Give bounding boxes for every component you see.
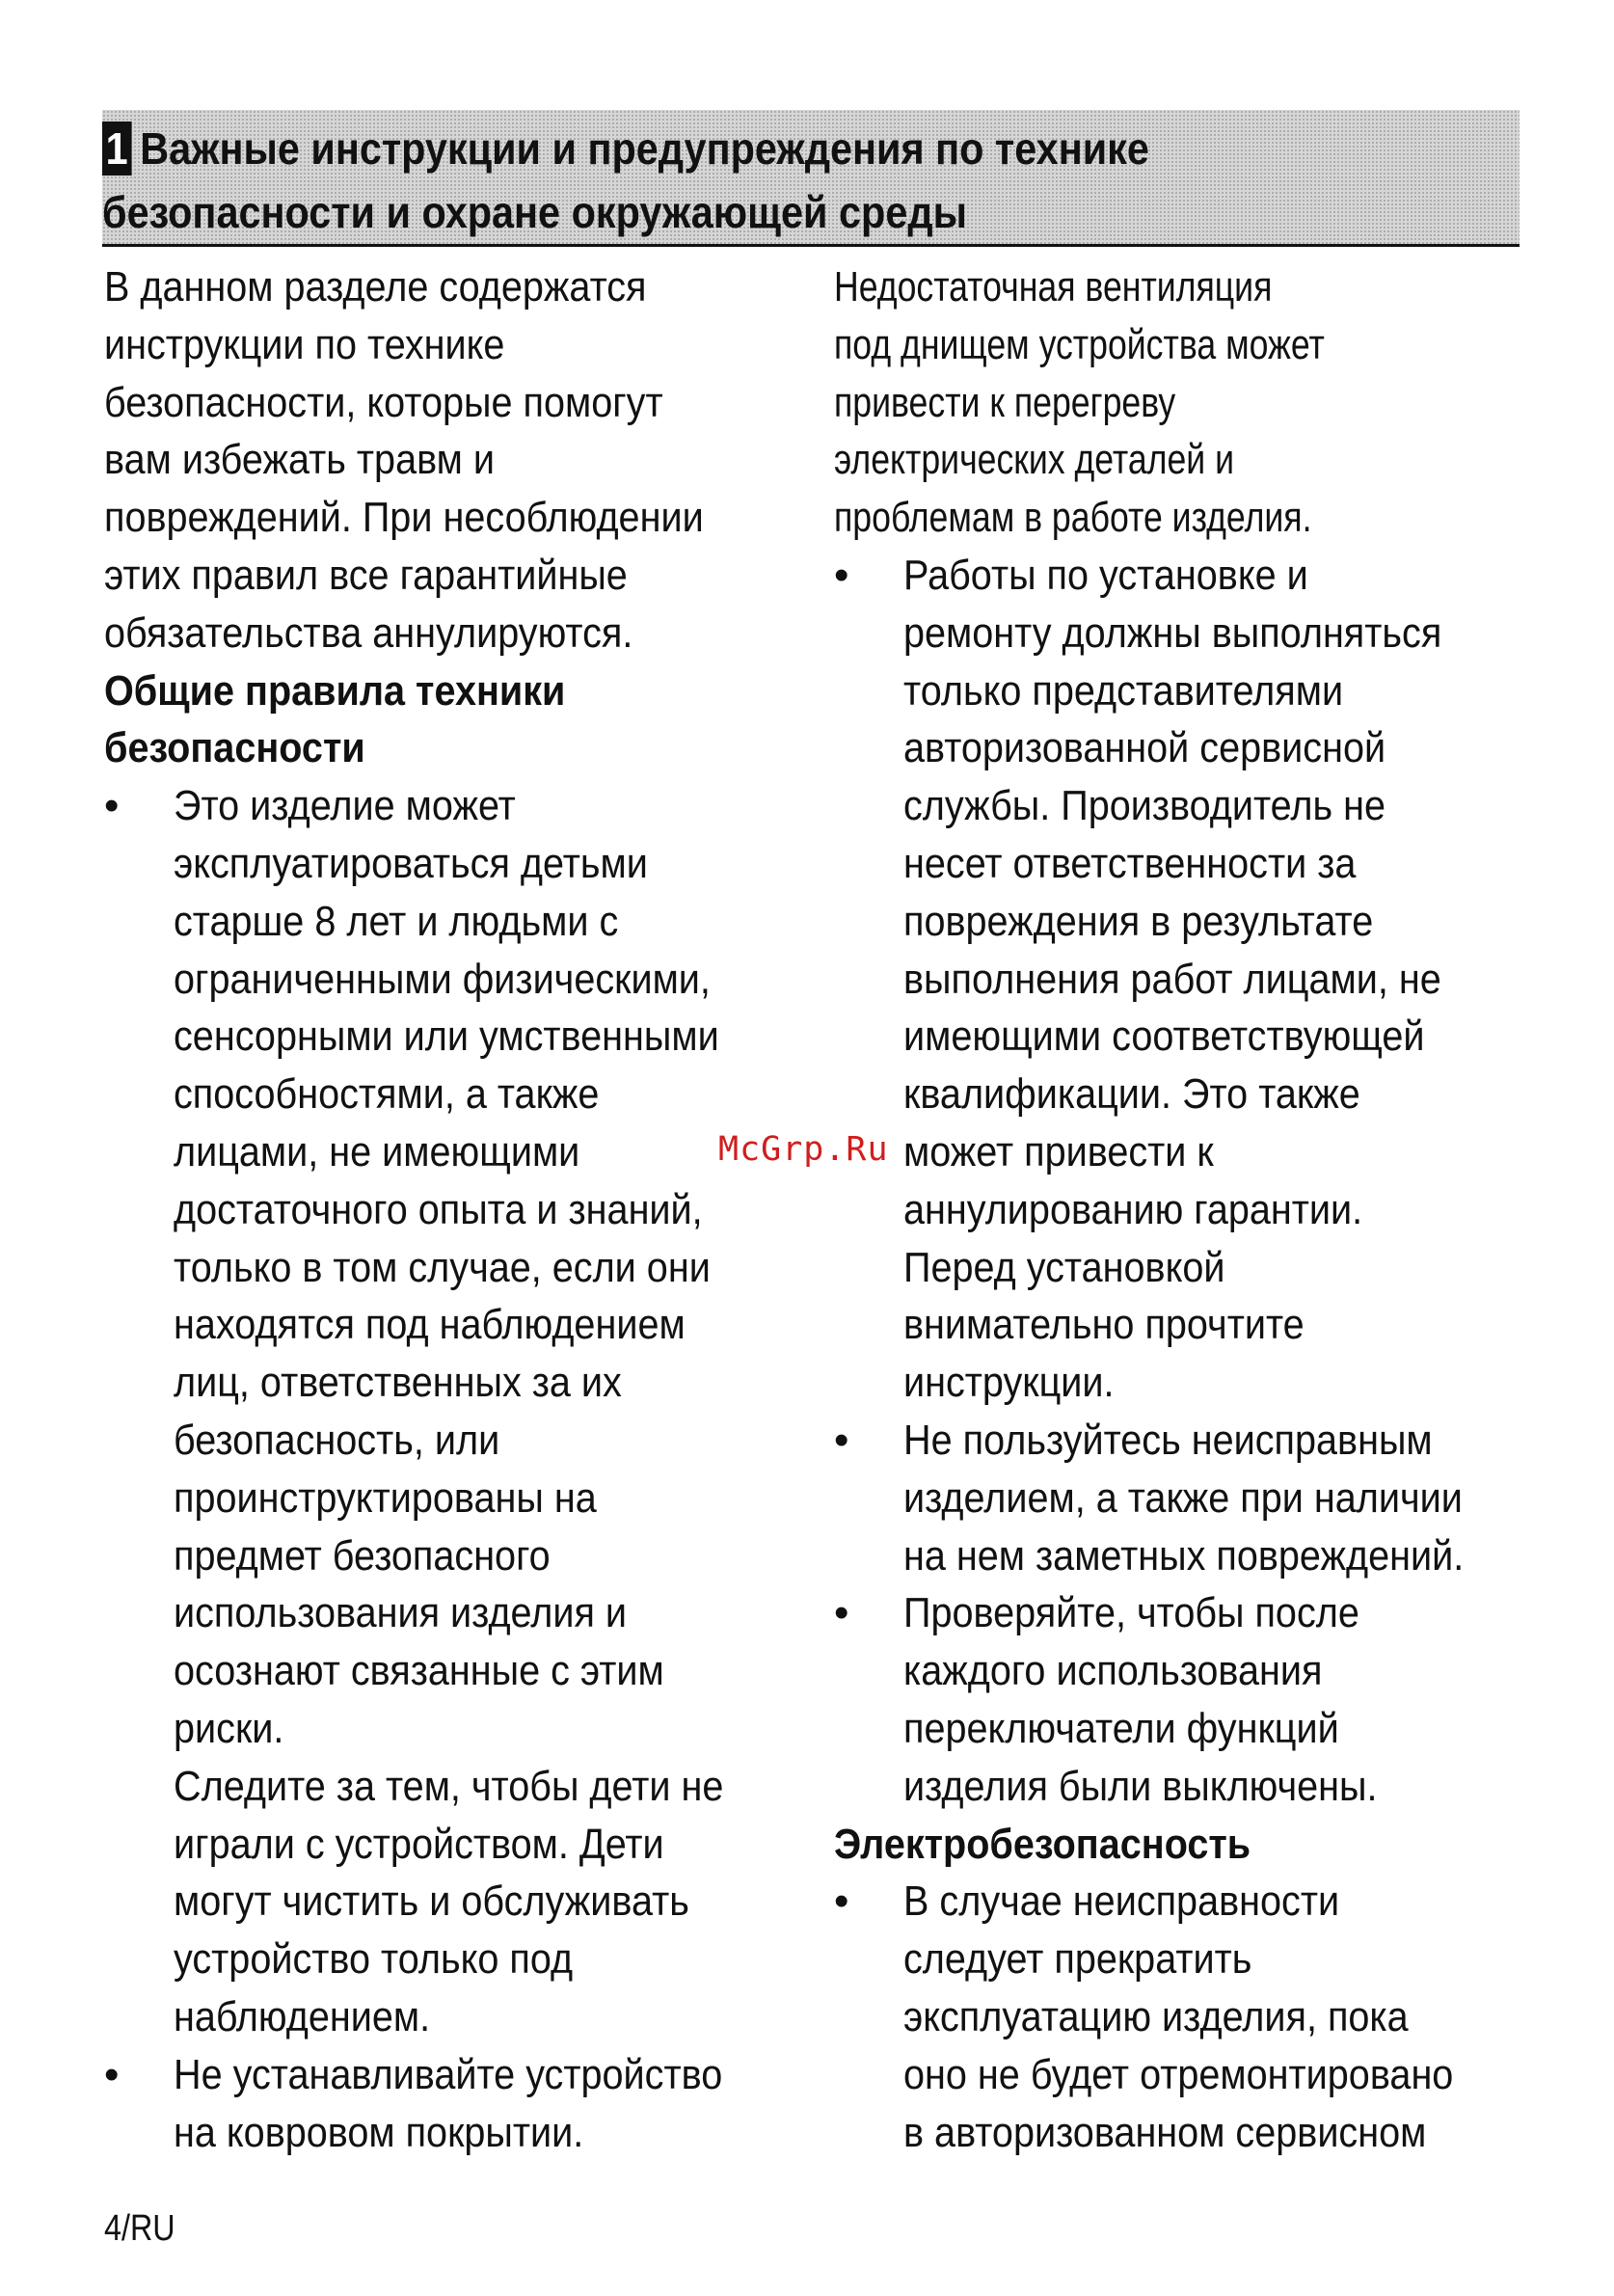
list-item-text: В случае неисправности следует прекратить эксплуатацию изделия, пока оно не будет отремонтировано в авторизованном сервисном [903, 1877, 1454, 2156]
list-item-text: Не пользуйтесь неисправным изделием, а также при наличии на нем заметных повреждений. [903, 1416, 1465, 1580]
list-item [834, 1412, 1528, 1584]
list-item [104, 2046, 798, 2162]
list-item-text: Не устанавливайте устройство на ковровом покрытии. [174, 2050, 723, 2156]
list-item-text: Работы по установке и ремонту должны выполняться только представителями авторизованной сервисной службы. Производитель не несет ответственности за повреждения в результате выполнения работ лицами, не имеющими соответствующей квалификации. Это также может привести к аннулированию гарантии. [903, 551, 1442, 1233]
bullet-icon: • [104, 782, 120, 830]
page-number: 4/RU [104, 2208, 175, 2249]
continued-paragraph [834, 258, 1459, 547]
right-column [834, 258, 1528, 2161]
list-item-text: Это изделие может эксплуатироваться детьми старше 8 лет и людьми с ограниченными физическими, сенсорными или умственными способностями, а также лицами, не имеющими достаточного опыта и знаний, только в том случае, если они находятся под наблюдением лиц, ответственных за их безопасность, или проинструктированы на предмет безопасного использования изделия и осознают связанные с этим риски. [174, 782, 719, 1752]
bullet-icon: • [834, 551, 849, 599]
section-title-line-2: безопасности и охране окружающей среды [102, 187, 967, 237]
list-item [104, 777, 798, 2046]
watermark: McGrp.Ru [718, 1130, 889, 1169]
list-item-continuation: Следите за тем, чтобы дети не играли с устройством. Дети могут чистить и обслуживать устройство только под наблюдением. [174, 1762, 724, 2040]
section-title-line-1 [102, 120, 1149, 177]
bullet-icon: • [104, 2050, 120, 2098]
left-column [104, 258, 798, 2161]
section-title-text-1: Важные инструкции и предупреждения по технике [140, 123, 1149, 174]
chapter-number: 1 [102, 122, 131, 176]
electrical-safety-heading: Электробезопасность [834, 1820, 1251, 1868]
electrical-safety-list [834, 1873, 1528, 2161]
installation-list [834, 547, 1528, 1816]
bullet-icon: • [834, 1877, 849, 1926]
bullet-icon: • [834, 1589, 849, 1637]
list-item-continuation: Перед установкой внимательно прочтите инструкции. [903, 1243, 1305, 1407]
intro-paragraph: В данном разделе содержатся инструкции по технике безопасности, которые помогут вам избежать травм и повреждений. При несоблюдении этих правил все гарантийные обязательства аннулируются. [104, 263, 704, 657]
section-header [102, 110, 1520, 247]
list-item [834, 1584, 1528, 1815]
bullet-icon: • [834, 1416, 849, 1464]
general-safety-heading: Общие правила техники безопасности [104, 666, 566, 772]
list-item-text: Проверяйте, чтобы после каждого использования переключатели функций изделия были выключены. [903, 1589, 1378, 1810]
list-item [834, 1873, 1528, 2161]
list-item [834, 547, 1528, 1412]
continued-paragraph-text: Недостаточная вентиляция под днищем устройства может привести к перегреву электрических деталей и проблемам в работе изделия. [834, 263, 1325, 542]
general-safety-list [104, 777, 798, 2161]
